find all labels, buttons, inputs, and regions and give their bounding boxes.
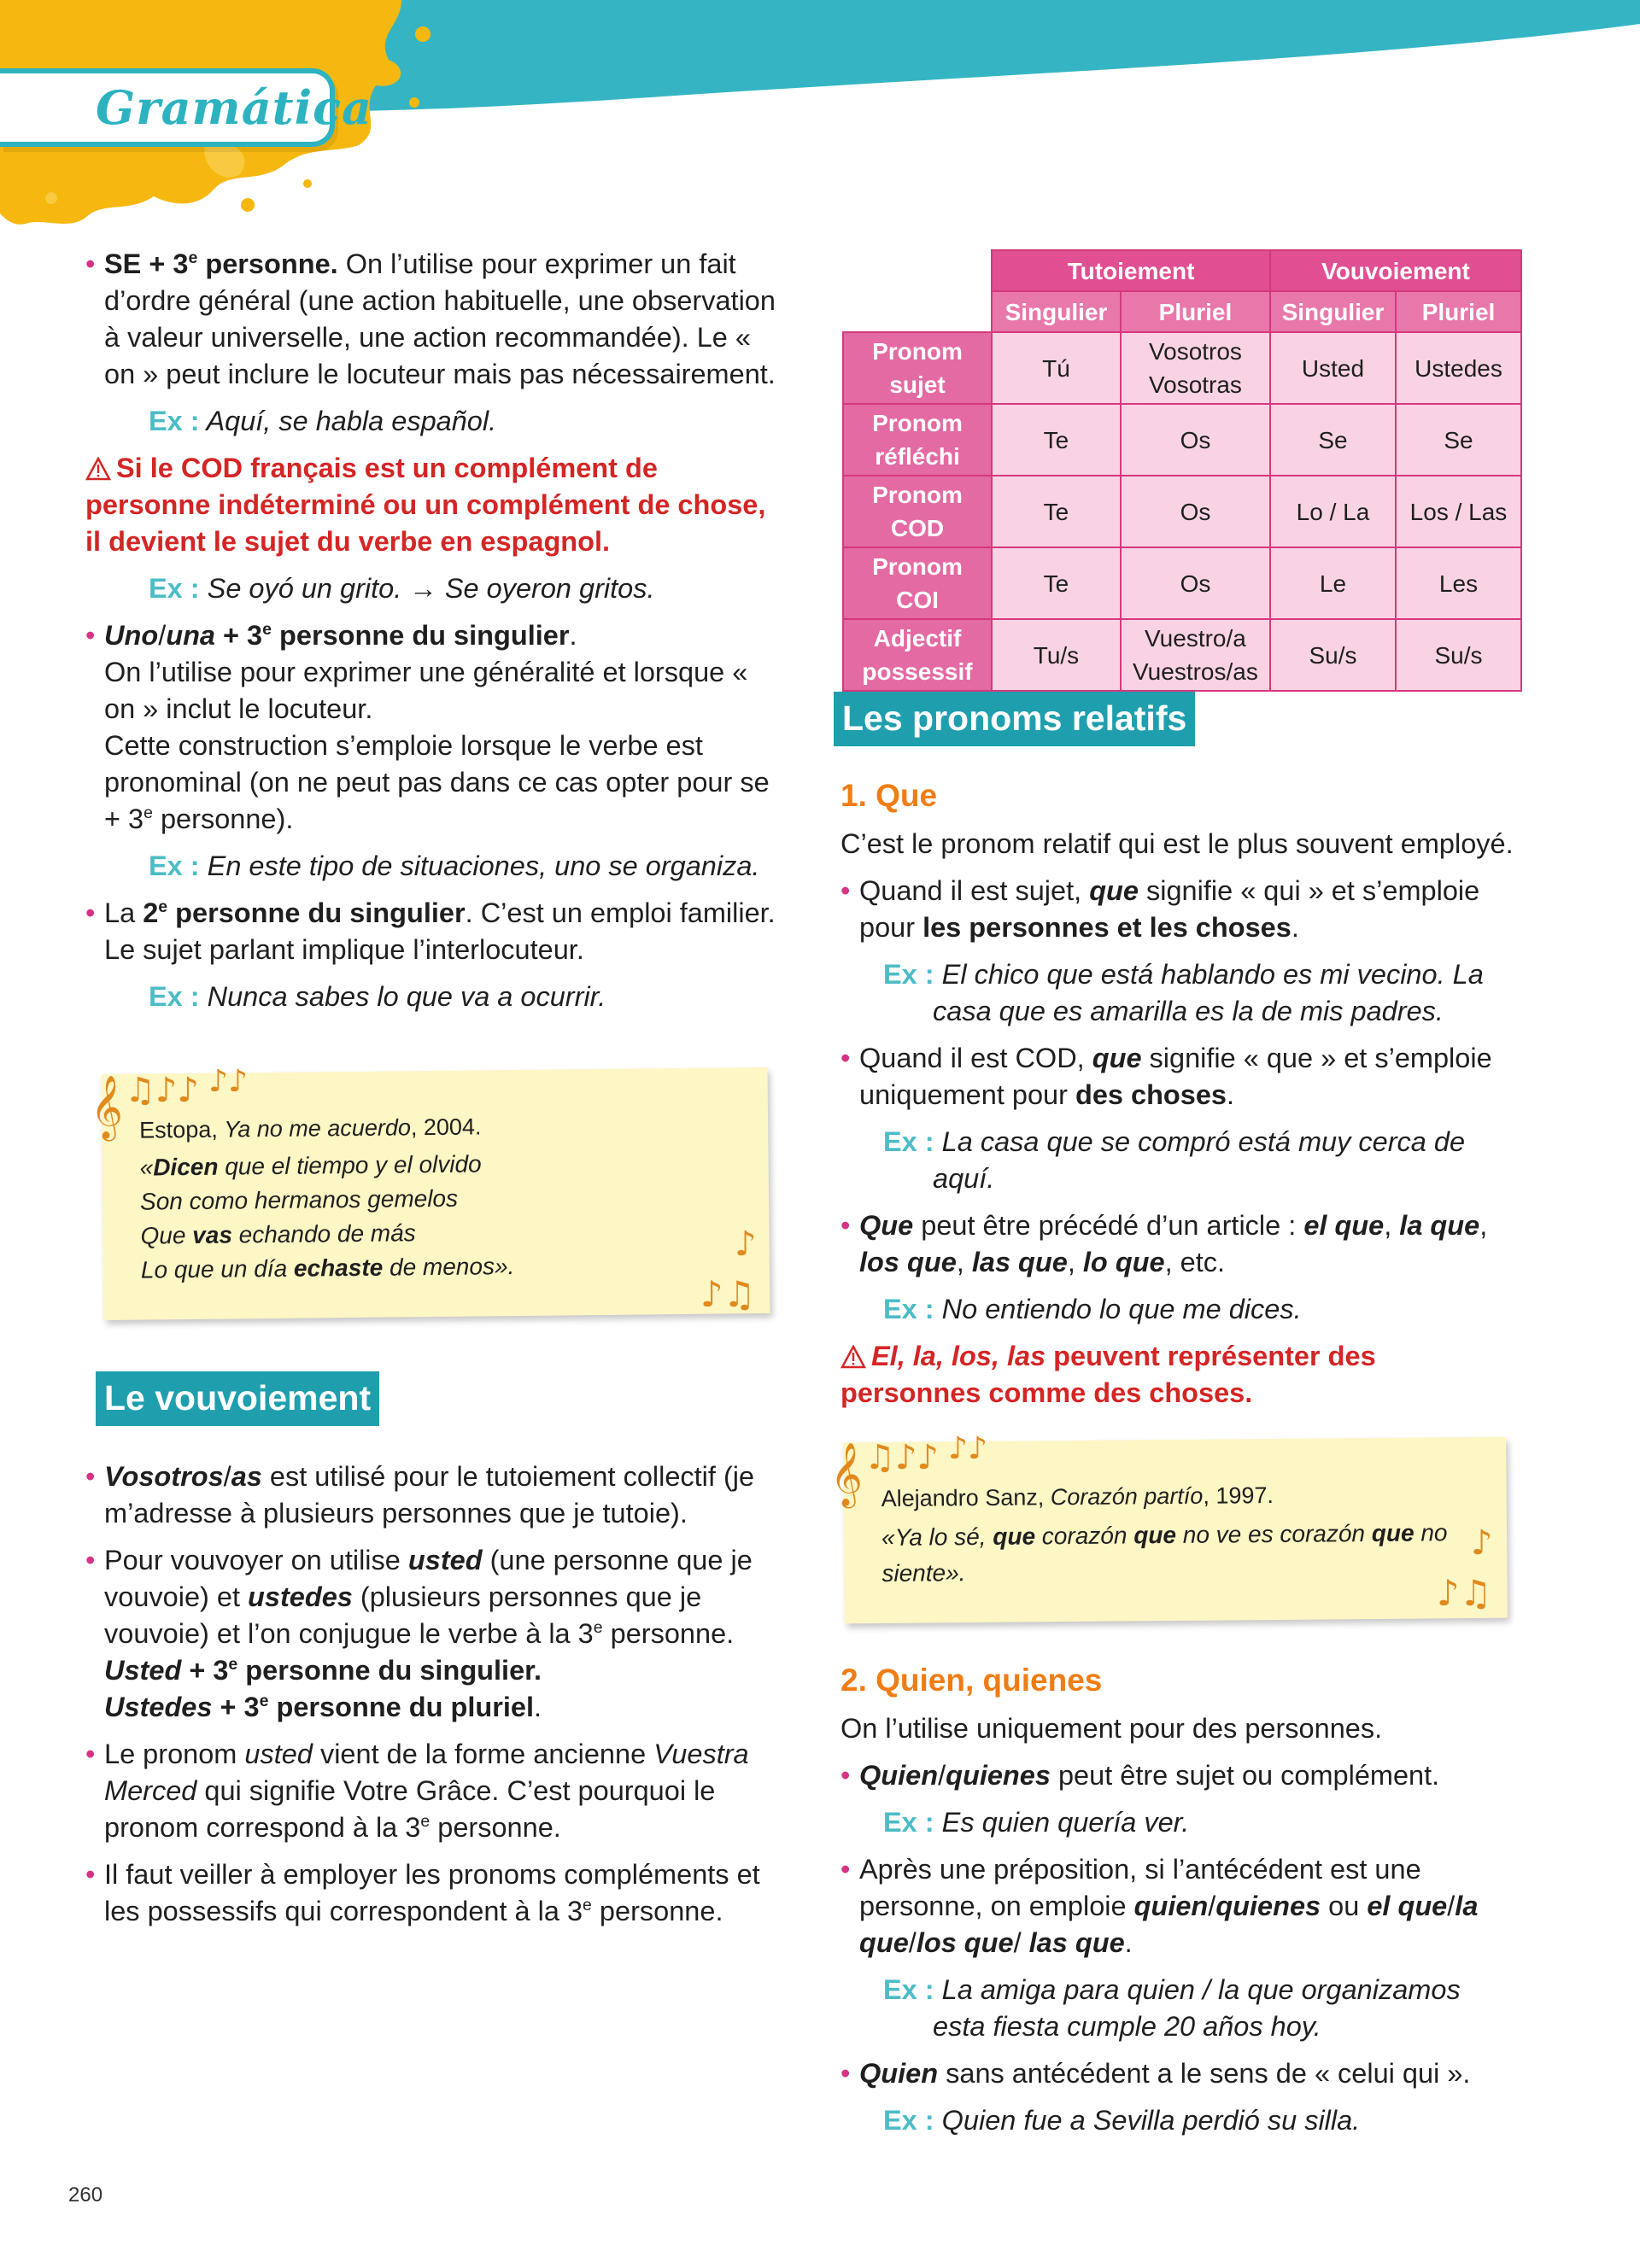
- section-heading-relatifs: Les pronoms relatifs: [834, 692, 1195, 746]
- table-row: Adjectif possessif Tu/s Vuestro/a Vuestros/as Su/s Su/s: [843, 619, 1521, 691]
- lyric-line: Lo que un día echaste de menos».: [140, 1253, 515, 1283]
- svg-text:𝄞: 𝄞: [91, 1076, 123, 1139]
- paragraph: C’est le pronom relatif qui est le plus souvent employé.: [840, 828, 1514, 859]
- list-item: • La 2e personne du singulier. C’est un emploi familier. Le sujet parlant implique l’interlocuteur.: [85, 895, 784, 968]
- list-item: • Pour vouvoyer on utilise usted (une personne que je vouvoie) et ustedes (plusieurs personnes que je vouvoie) et l’on conjugue le verbe à la 3e personne. Usted + $3^e$ personne du singulier. Ustedes + $3^e$ personne du pluriel.: [85, 1542, 784, 1726]
- warning-icon: [840, 1345, 866, 1369]
- page-title: Gramática: [96, 80, 373, 135]
- list-item: • Après une préposition, si l’antécédent est une personne, on emploie quien/quienes ou el que/la que/los que/ las que.: [840, 1851, 1515, 1961]
- table-group-header: Vouvoiement: [1270, 250, 1521, 291]
- music-notes-icon: [830, 1426, 1027, 1511]
- warning-icon: [85, 457, 111, 481]
- svg-text:𝄞: 𝄞: [830, 1443, 863, 1506]
- example: Ex : La amiga para quien / la que organizamos esta fiesta cumple 20 años hoy.: [883, 1974, 1461, 2042]
- lyric-line: «Dicen que el tiempo y el olvido: [139, 1150, 482, 1181]
- table-row: Pronom COI Te Os Le Les: [843, 547, 1521, 619]
- example: Ex : El chico que está hablando es mi vecino. La casa que es amarilla es la de mis padres.: [883, 959, 1484, 1026]
- example: Ex : Quien fue a Sevilla perdió su silla.: [883, 2105, 1361, 2136]
- table-row: Pronom réfléchi Te Os Se Se: [843, 404, 1521, 476]
- song-citation: Estopa, Ya no me acuerdo, 2004.: [139, 1114, 482, 1143]
- list-item: • Vosotros/as est utilisé pour le tutoiement collectif (je m’adresse à plusieurs personnes que je tutoie).: [85, 1458, 784, 1532]
- svg-text:♪♫: ♪♫: [700, 1273, 756, 1315]
- section-heading-vouvoiement: Le vouvoiement: [96, 1371, 379, 1426]
- table-sub-header: Pluriel: [1396, 291, 1521, 332]
- subheading-que: 1. Que: [840, 778, 938, 813]
- svg-text:♪♫: ♪♫: [1437, 1572, 1492, 1614]
- list-item: • Il faut veiller à employer les pronoms compléments et les possessifs qui correspondent à la 3e personne.: [85, 1856, 784, 1930]
- example: Ex : Es quien quería ver.: [883, 1807, 1190, 1838]
- lyric-line: «Ya lo sé, que corazón que no ve es corazón que no: [881, 1519, 1448, 1552]
- list-item: • Que peut être précédé d’un article : el que, la que, los que, las que, lo que, etc.: [840, 1207, 1515, 1281]
- svg-text:♫♪♪: ♫♪♪: [125, 1071, 199, 1110]
- subheading-quien: 2. Quien, quienes: [840, 1663, 1103, 1698]
- music-notes-icon: [91, 1059, 287, 1144]
- music-notes-icon: [1437, 1520, 1505, 1614]
- list-item: • SE + $3^e$ personne. On l’utilise pour exprimer un fait d’ordre général (une action habituelle, une observation à valeur universelle, une action recommandée). Le « on » peut inclure le locuteur mais pas nécessairement.: [85, 246, 784, 393]
- song-citation: Alejandro Sanz, Corazón partío, 1997.: [881, 1482, 1274, 1512]
- warning-note: Si le COD français est un complément de personne indéterminé ou un complément de chose, il devient le sujet du verbe en espagnol.: [85, 453, 766, 557]
- table-sub-header: Singulier: [1270, 291, 1396, 332]
- list-item: • Quand il est sujet, que signifie « qui » et s’emploie pour les personnes et les choses.: [840, 873, 1515, 946]
- warning-note: El, la, los, las peuvent représenter des personnes comme des choses.: [840, 1341, 1376, 1408]
- table-row: Pronom sujet Tú Vosotros Vosotras Usted Ustedes: [843, 332, 1521, 404]
- table-row: Pronom COD Te Os Lo / La Los / Las: [843, 476, 1521, 547]
- vouvoiement-list: [101, 1458, 784, 1940]
- svg-text:♪: ♪: [735, 1225, 757, 1264]
- list-item: • Quien sans antécédent a le sens de « celui qui ».: [840, 2055, 1515, 2092]
- quien-section: [840, 1662, 1515, 2149]
- example: Ex : En este tipo de situaciones, uno se organiza.: [149, 850, 760, 881]
- example: Ex : Se oyó un grito. → Se oyeron gritos.: [149, 573, 655, 604]
- music-notes-icon: [700, 1221, 769, 1315]
- example: Ex : Aquí, se habla español.: [149, 406, 497, 436]
- list-item: • $Uno/una + 3^e$ personne du singulier. On l’utilise pour exprimer une généralité et lorsque « on » inclut le locuteur. Cette construction s’emploie lorsque le verbe est pronominal (on ne peut pas dans ce cas opter pour se + $3^e$ personne).: [85, 617, 784, 838]
- list-item: • Quand il est COD, que signifie « que » et s’emploie uniquement pour des choses.: [840, 1040, 1515, 1114]
- lyric-line: siente».: [882, 1559, 966, 1587]
- example: Ex : La casa que se compró está muy cerca de aquí.: [883, 1126, 1466, 1194]
- list-item: • Quien/quienes peut être sujet ou complément.: [840, 1757, 1515, 1794]
- example: Ex : No entiendo lo que me dices.: [883, 1294, 1302, 1324]
- page-number: 260: [68, 2183, 103, 2207]
- paragraph: On l’utilise uniquement pour des personnes.: [840, 1713, 1383, 1744]
- svg-text:♪: ♪: [1471, 1523, 1493, 1563]
- list-item: • Le pronom usted vient de la forme ancienne Vuestra Merced qui signifie Votre Grâce. C’est pourquoi le pronom correspond à la 3e personne.: [85, 1736, 784, 1846]
- right-column: [840, 777, 1515, 1422]
- lyric-line: Son como hermanos gemelos: [139, 1184, 459, 1215]
- section-title-box: [0, 68, 373, 147]
- pronoun-table: [842, 249, 1522, 692]
- svg-text:♫♪♪: ♫♪♪: [864, 1438, 939, 1477]
- svg-text:♪♪: ♪♪: [208, 1064, 248, 1099]
- table-sub-header: Pluriel: [1121, 291, 1270, 332]
- example: Ex : Nunca sabes lo que va a ocurrir.: [149, 981, 606, 1012]
- svg-text:♪♪: ♪♪: [948, 1431, 987, 1466]
- lyric-line: Que vas echando de más: [140, 1219, 416, 1249]
- table-group-header: Tutoiement: [992, 250, 1270, 291]
- left-column: [85, 246, 784, 1026]
- table-sub-header: Singulier: [992, 291, 1121, 332]
